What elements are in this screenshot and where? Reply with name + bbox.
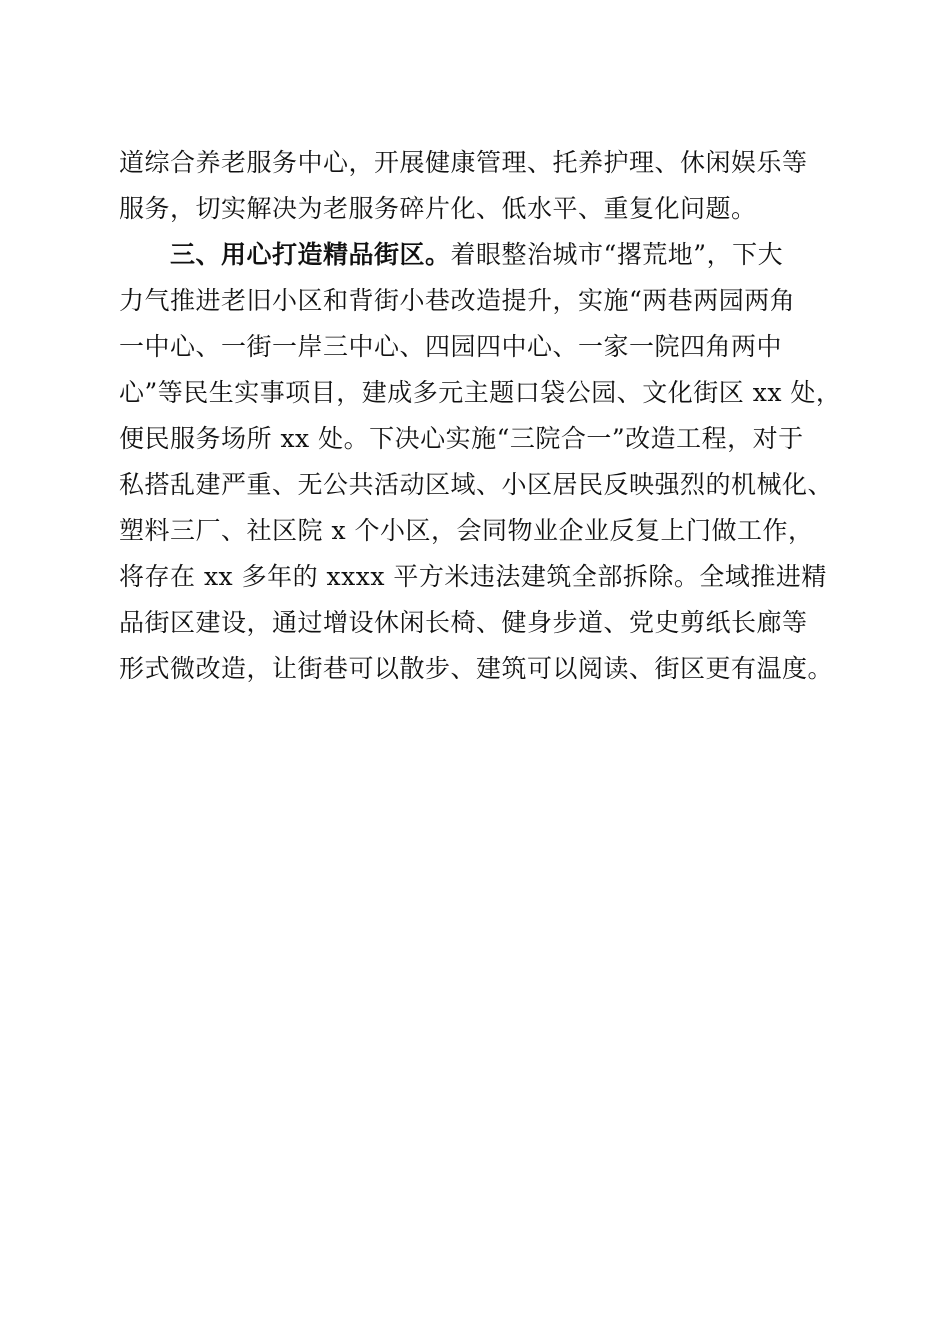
- paragraph-line: 道综合养老服务中心，开展健康管理、托养护理、休闲娱乐等: [119, 148, 808, 177]
- section-heading: 三、用心打造精品街区。: [170, 240, 451, 269]
- paragraph-line: 形式微改造，让街巷可以散步、建筑可以阅读、街区更有温度。: [119, 654, 834, 683]
- paragraph-text: 着眼整治城市“撂荒地”，下大: [450, 240, 784, 269]
- paragraph-line: 一中心、一街一岸三中心、四园四中心、一家一院四角两中: [119, 332, 783, 361]
- paragraph-line: 便民服务场所 xx 处。下决心实施“三院合一”改造工程，对于: [119, 424, 804, 453]
- paragraph-line: 塑料三厂、社区院 x 个小区，会同物业企业反复上门做工作，: [119, 516, 814, 545]
- paragraph-line: 心”等民生实事项目，建成多元主题口袋公园、文化街区 xx 处，: [119, 378, 842, 407]
- paragraph-line: 私搭乱建严重、无公共活动区域、小区居民反映强烈的机械化、: [119, 470, 834, 499]
- paragraph-line: 品街区建设，通过增设休闲长椅、健身步道、党史剪纸长廊等: [119, 608, 808, 637]
- paragraph-line: 力气推进老旧小区和背街小巷改造提升，实施“两巷两园两角: [119, 286, 796, 315]
- section-paragraph-first-line: [170, 235, 860, 275]
- paragraph-line: 服务，切实解决为老服务碎片化、低水平、重复化问题。: [119, 194, 757, 223]
- paragraph-line: 将存在 xx 多年的 xxxx 平方米违法建筑全部拆除。全域推进精: [119, 562, 827, 591]
